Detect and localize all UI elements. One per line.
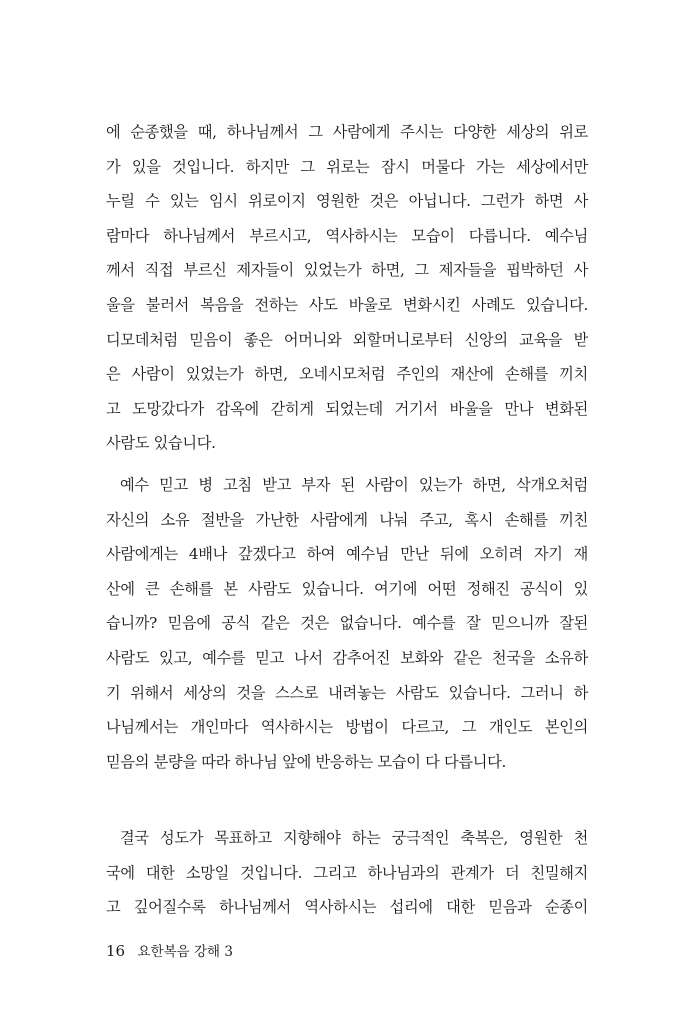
text-line: 예수 믿고 병 고침 받고 부자 된 사람이 있는가 하면, 삭개오처럼 (120, 476, 588, 494)
text-line: 께서 직접 부르신 제자들이 있었는가 하면, 그 제자들을 핍박하던 사 (106, 261, 588, 280)
text-line: 은 사람이 있었는가 하면, 오네시모처럼 주인의 재산에 손해를 끼치 (106, 365, 588, 384)
text-line: 자신의 소유 절반을 가난한 사람에게 나눠 주고, 혹시 손해를 끼친 (106, 510, 588, 529)
paragraph-1 (106, 115, 588, 461)
text-line: 사람도 있고, 예수를 믿고 나서 감추어진 보화와 같은 천국을 소유하 (106, 648, 588, 667)
text-line: 기 위해서 세상의 것을 스스로 내려놓는 사람도 있습니다. 그러니 하 (106, 683, 588, 702)
text-line: 산에 큰 손해를 본 사람도 있습니다. 여기에 어떤 정해진 공식이 있 (106, 579, 588, 598)
paragraph-3 (106, 821, 588, 925)
page-number: 16 (106, 942, 126, 960)
text-line: 고 깊어질수록 하나님께서 역사하시는 섭리에 대한 믿음과 순종이 (106, 898, 588, 917)
text-line: 사람도 있습니다. (106, 434, 216, 453)
text-line: 울을 불러서 복음을 전하는 사도 바울로 변화시킨 사례도 있습니다. (106, 295, 588, 314)
text-line: 결국 성도가 목표하고 지향해야 하는 궁극적인 축복은, 영원한 천 (120, 829, 588, 847)
text-line: 가 있을 것입니다. 하지만 그 위로는 잠시 머물다 가는 세상에서만 (106, 157, 588, 176)
text-line: 고 도망갔다가 감옥에 갇히게 되었는데 거기서 바울을 만나 변화된 (106, 399, 588, 418)
book-title: 요한복음 강해 3 (137, 944, 233, 960)
text-line: 람마다 하나님께서 부르시고, 역사하시는 모습이 다릅니다. 예수님 (106, 226, 588, 245)
text-line: 디모데처럼 믿음이 좋은 어머니와 외할머니로부터 신앙의 교육을 받 (106, 330, 588, 349)
text-line: 습니까? 믿음에 공식 같은 것은 없습니다. 예수를 잘 믿으니까 잘된 (106, 614, 588, 633)
text-line: 사람에게는 4배나 갚겠다고 하여 예수님 만난 뒤에 오히려 자기 재 (106, 545, 588, 564)
page-footer (106, 941, 233, 962)
text-line: 믿음의 분량을 따라 하나님 앞에 반응하는 모습이 다 다릅니다. (106, 752, 507, 771)
text-line: 국에 대한 소망일 것입니다. 그리고 하나님과의 관계가 더 친밀해지 (106, 863, 588, 882)
text-line: 에 순종했을 때, 하나님께서 그 사람에게 주시는 다양한 세상의 위로 (106, 123, 588, 141)
text-line: 누릴 수 있는 임시 위로이지 영원한 것은 아닙니다. 그런가 하면 사 (106, 192, 588, 211)
text-line: 나님께서는 개인마다 역사하시는 방법이 다르고, 그 개인도 본인의 (106, 718, 588, 737)
paragraph-2 (106, 468, 588, 779)
